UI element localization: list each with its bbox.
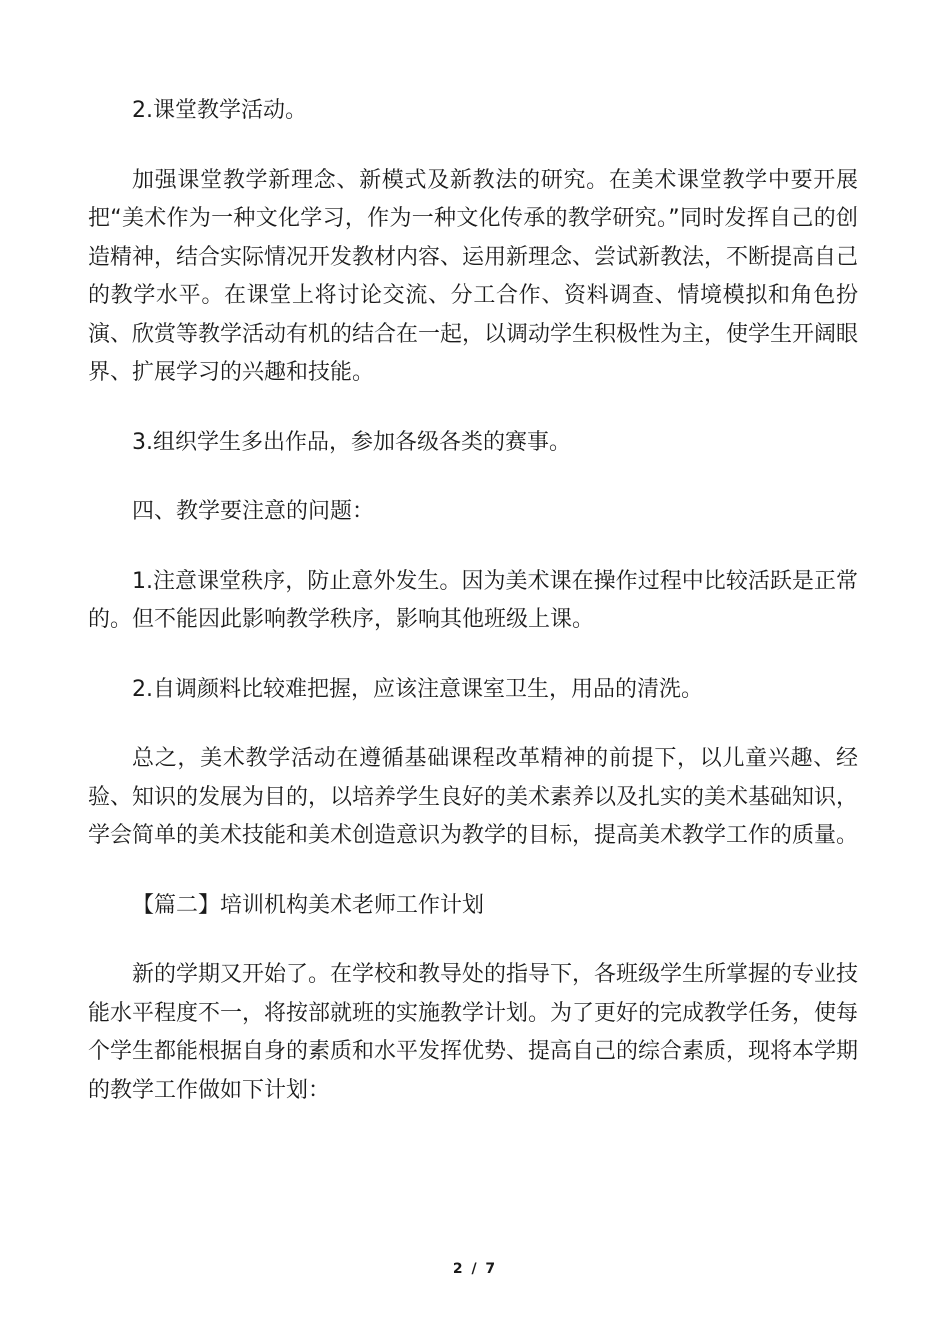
- paragraph-classroom-activities-body: 加强课堂教学新理念、新模式及新教法的研究。在美术课堂教学中要开展把“美术作为一种文化学习，作为一种文化传承的教学研究。”同时发挥自己的创造精神，结合实际情况开发教材内容、运用新理念、尝试新教法，不断提高自己的教学水平。在课堂上将讨论交流、分工合作、资料调查、情境模拟和角色扮演、欣赏等教学活动有机的结合在一起，以调动学生积极性为主，使学生开阔眼界、扩展学习的兴趣和技能。: [88, 167, 859, 385]
- paragraph-heading-issues: 四、教学要注意的问题：: [132, 499, 375, 524]
- paragraph-student-works: 3.组织学生多出作品，参加各级各类的赛事。: [132, 429, 571, 455]
- paragraph-paint-hygiene: 2.自调颜料比较难把握，应该注意课室卫生，用品的清洗。: [132, 676, 703, 702]
- document-body: [88, 92, 858, 1141]
- paragraph-classroom-order: 1.注意课堂秩序，防止意外发生。因为美术课在操作过程中比较活跃是正常的。但不能因此影响教学秩序，影响其他班级上课。: [88, 568, 858, 632]
- page-number: 2 / 7: [452, 1261, 498, 1277]
- paragraph-heading-classroom-activities: 2.课堂教学活动。: [132, 98, 307, 123]
- paragraph-new-semester: 新的学期又开始了。在学校和教导处的指导下，各班级学生所掌握的专业技能水平程度不一，将按部就班的实施教学计划。为了更好的完成教学任务，使每个学生都能根据自身的素质和水平发挥优势、提高自己的综合素质，现将本学期的教学工作做如下计划：: [88, 962, 859, 1103]
- paragraph-section-two-title: 【篇二】培训机构美术老师工作计划: [132, 892, 485, 918]
- paragraph-summary: 总之，美术教学活动在遵循基础课程改革精神的前提下，以儿童兴趣、经验、知识的发展为目的，以培养学生良好的美术素养以及扎实的美术基础知识，学会简单的美术技能和美术创造意识为教学的目标，提高美术教学工作的质量。: [88, 746, 859, 848]
